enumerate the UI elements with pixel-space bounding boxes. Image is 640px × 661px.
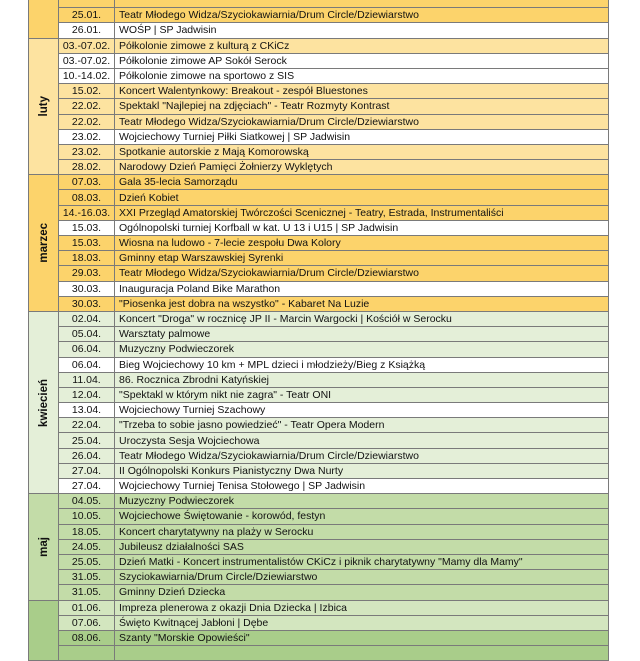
month-label-cell	[29, 494, 59, 600]
event-date: 11.04.	[59, 373, 115, 387]
event-row	[59, 312, 609, 327]
event-title: Wojciechowy Turniej Szachowy	[115, 403, 609, 417]
event-date: 18.05.	[59, 525, 115, 539]
event-date: 29.03.	[59, 266, 115, 280]
event-date: 22.02.	[59, 99, 115, 113]
event-date: 10.-14.02.	[59, 69, 115, 83]
month-rows	[59, 39, 609, 176]
event-title: Warsztaty palmowe	[115, 327, 609, 341]
event-title: Impreza plenerowa z okazji Dnia Dziecka | Izbica	[115, 601, 609, 615]
month-rows	[59, 312, 609, 494]
event-row	[59, 433, 609, 448]
event-title: Spotkanie autorskie z Mają Komorowską	[115, 145, 609, 159]
event-date: 22.02.	[59, 115, 115, 129]
event-date: 15.03.	[59, 236, 115, 250]
event-row	[59, 646, 609, 661]
event-date: 31.05.	[59, 585, 115, 599]
event-date: 25.01.	[59, 8, 115, 22]
event-date: 30.03.	[59, 297, 115, 311]
event-row	[59, 585, 609, 600]
event-date: 08.03.	[59, 190, 115, 204]
event-title: Szanty "Morskie Opowieści"	[115, 631, 609, 645]
event-title: Święto Kwitnącej Jabłoni | Dębe	[115, 616, 609, 630]
event-title: Gminny etap Warszawskiej Syrenki	[115, 251, 609, 265]
event-title: Koncert charytatywny na plaży w Serocku	[115, 525, 609, 539]
event-title: Narodowy Dzień Pamięci Żołnierzy Wyklętych	[115, 160, 609, 174]
event-date: 03.-07.02.	[59, 39, 115, 53]
event-date: 27.04.	[59, 464, 115, 478]
event-date: 31.05.	[59, 570, 115, 584]
event-title: Muzyczny Podwieczorek	[115, 342, 609, 356]
event-title: "Piosenka jest dobra na wszystko" - Kabaret Na Luzie	[115, 297, 609, 311]
event-date: 22.04.	[59, 418, 115, 432]
event-date: 25.04.	[59, 433, 115, 447]
event-date: 10.05.	[59, 509, 115, 523]
event-row	[59, 39, 609, 54]
event-row	[59, 327, 609, 342]
event-row	[59, 190, 609, 205]
month-label-cell	[29, 39, 59, 176]
month-group	[29, 601, 609, 661]
month-name: kwiecień	[38, 379, 50, 427]
event-row	[59, 540, 609, 555]
event-title: XXI Przegląd Amatorskiej Twórczości Scenicznej - Teatry, Estrada, Instrumentaliści	[115, 206, 609, 220]
event-date: 03.-07.02.	[59, 54, 115, 68]
event-row	[59, 403, 609, 418]
event-title: Bieg Wojciechowy 10 km + MPL dzieci i młodzieży/Bieg z Książką	[115, 358, 609, 372]
event-title: Gala 35-lecia Samorządu	[115, 175, 609, 189]
event-row	[59, 297, 609, 312]
event-row	[59, 555, 609, 570]
month-name: maj	[38, 537, 50, 557]
month-label-cell	[29, 601, 59, 661]
event-title: Szyciokawiarnia/Drum Circle/Dziewiarstwo	[115, 570, 609, 584]
event-title: Muzyczny Podwieczorek	[115, 494, 609, 508]
event-row	[59, 342, 609, 357]
event-title: Ogólnopolski turniej Korfball w kat. U 13 i U15 | SP Jadwisin	[115, 221, 609, 235]
event-date: 08.06.	[59, 631, 115, 645]
event-row	[59, 84, 609, 99]
event-date	[59, 646, 115, 660]
event-date: 24.05.	[59, 540, 115, 554]
event-title: Gminny Dzień Dziecka	[115, 585, 609, 599]
event-date: 25.05.	[59, 555, 115, 569]
event-date: 07.03.	[59, 175, 115, 189]
event-title: Wojciechowe Świętowanie - korowód, festyn	[115, 509, 609, 523]
event-title	[115, 646, 609, 660]
event-title: Koncert "Droga" w rocznicę JP II - Marcin Wargocki | Kościół w Serocku	[115, 312, 609, 326]
event-title: WOŚP | SP Jadwisin	[115, 23, 609, 37]
event-date: 12.04.	[59, 388, 115, 402]
event-title	[115, 0, 609, 7]
event-title: Teatr Młodego Widza/Szyciokawiarnia/Drum Circle/Dziewiarstwo	[115, 8, 609, 22]
event-row	[59, 0, 609, 8]
month-label-cell	[29, 312, 59, 494]
event-row	[59, 631, 609, 646]
event-row	[59, 54, 609, 69]
month-rows	[59, 0, 609, 39]
month-rows	[59, 175, 609, 312]
event-title: Wiosna na ludowo - 7-lecie zespołu Dwa Kolory	[115, 236, 609, 250]
event-title: Teatr Młodego Widza/Szyciokawiarnia/Drum Circle/Dziewiarstwo	[115, 266, 609, 280]
event-row	[59, 8, 609, 23]
event-title: Teatr Młodego Widza/Szyciokawiarnia/Drum Circle/Dziewiarstwo	[115, 449, 609, 463]
event-row	[59, 130, 609, 145]
events-calendar-table	[28, 0, 609, 661]
event-title: Półkolonie zimowe na sportowo z SIS	[115, 69, 609, 83]
event-row	[59, 282, 609, 297]
event-date: 18.03.	[59, 251, 115, 265]
event-date: 28.02.	[59, 160, 115, 174]
event-title: Spektakl "Najlepiej na zdjęciach" - Teatr Rozmyty Kontrast	[115, 99, 609, 113]
month-group	[29, 0, 609, 39]
month-group	[29, 312, 609, 494]
event-row	[59, 236, 609, 251]
event-title: Półkolonie zimowe z kulturą z CKiCz	[115, 39, 609, 53]
event-date: 23.02.	[59, 130, 115, 144]
event-date: 30.03.	[59, 282, 115, 296]
event-title: "Trzeba to sobie jasno powiedzieć" - Teatr Opera Modern	[115, 418, 609, 432]
event-row	[59, 251, 609, 266]
event-row	[59, 570, 609, 585]
event-row	[59, 509, 609, 524]
event-title: Wojciechowy Turniej Tenisa Stołowego | SP Jadwisin	[115, 479, 609, 493]
event-date: 26.04.	[59, 449, 115, 463]
event-date: 15.02.	[59, 84, 115, 98]
event-title: Wojciechowy Turniej Piłki Siatkowej | SP Jadwisin	[115, 130, 609, 144]
event-date: 06.04.	[59, 358, 115, 372]
event-date: 15.03.	[59, 221, 115, 235]
event-row	[59, 449, 609, 464]
event-title: II Ogólnopolski Konkurs Pianistyczny Dwa Nurty	[115, 464, 609, 478]
event-row	[59, 206, 609, 221]
event-row	[59, 175, 609, 190]
event-row	[59, 221, 609, 236]
event-title: Teatr Młodego Widza/Szyciokawiarnia/Drum Circle/Dziewiarstwo	[115, 115, 609, 129]
event-date: 27.04.	[59, 479, 115, 493]
event-row	[59, 525, 609, 540]
month-name: luty	[38, 96, 50, 116]
event-row	[59, 464, 609, 479]
event-title: Uroczysta Sesja Wojciechowa	[115, 433, 609, 447]
event-row	[59, 358, 609, 373]
event-title: "Spektakl w którym nikt nie zagra" - Teatr ONI	[115, 388, 609, 402]
month-group	[29, 39, 609, 176]
event-title: Dzień Matki - Koncert instrumentalistów CKiCz i piknik charytatywny "Mamy dla Mamy"	[115, 555, 609, 569]
month-rows	[59, 601, 609, 661]
event-row	[59, 160, 609, 175]
month-group	[29, 175, 609, 312]
event-row	[59, 494, 609, 509]
event-date: 13.04.	[59, 403, 115, 417]
event-date: 01.06.	[59, 601, 115, 615]
month-rows	[59, 494, 609, 600]
event-row	[59, 616, 609, 631]
event-row	[59, 373, 609, 388]
event-title: Koncert Walentynkowy: Breakout - zespół Bluestones	[115, 84, 609, 98]
event-title: Półkolonie zimowe AP Sokół Serock	[115, 54, 609, 68]
event-row	[59, 23, 609, 38]
event-date: 23.02.	[59, 145, 115, 159]
event-date: 07.06.	[59, 616, 115, 630]
event-row	[59, 145, 609, 160]
event-date: 26.01.	[59, 23, 115, 37]
month-label-cell	[29, 0, 59, 39]
event-date: 05.04.	[59, 327, 115, 341]
event-row	[59, 266, 609, 281]
event-title: Jubileusz działalności SAS	[115, 540, 609, 554]
event-date: 04.05.	[59, 494, 115, 508]
event-date: 14.-16.03.	[59, 206, 115, 220]
event-row	[59, 418, 609, 433]
event-row	[59, 69, 609, 84]
event-title: Dzień Kobiet	[115, 190, 609, 204]
event-date: 02.04.	[59, 312, 115, 326]
event-title: 86. Rocznica Zbrodni Katyńskiej	[115, 373, 609, 387]
event-row	[59, 601, 609, 616]
event-row	[59, 479, 609, 494]
month-label-cell	[29, 175, 59, 312]
event-row	[59, 115, 609, 130]
event-date	[59, 0, 115, 7]
month-group	[29, 494, 609, 600]
event-row	[59, 388, 609, 403]
month-name: marzec	[38, 223, 50, 263]
event-date: 06.04.	[59, 342, 115, 356]
event-row	[59, 99, 609, 114]
event-title: Inauguracja Poland Bike Marathon	[115, 282, 609, 296]
